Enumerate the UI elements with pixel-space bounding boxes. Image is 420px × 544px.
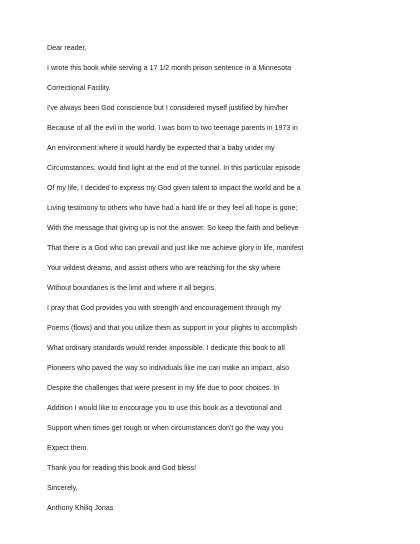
letter-line-6: Circumstances, would find light at the end of the tunnel. In this particular episode <box>47 164 301 172</box>
letter-line-10: That there is a God who can prevail and just like me achieve glory in life, manifest <box>47 244 304 252</box>
letter-line-9: With the message that giving up is not the answer. So keep the faith and believe <box>47 224 299 232</box>
letter-line-12: Without boundaries is the limit and where it all begins. <box>47 284 217 292</box>
letter-greeting: Dear reader, <box>47 44 87 52</box>
letter-line-4: Because of all the evil in the world. I was born to two teenage parents in 1973 in <box>47 124 298 132</box>
letter-line-19: Support when times get rough or when circumstances don't go the way you <box>47 424 283 432</box>
letter-line-1: I wrote this book while serving a 17 1/2 month prison sentence in a Minnesota <box>47 64 292 72</box>
letter-line-18: Addition I would like to encourage you to use this book as a devotional and <box>47 404 282 412</box>
letter-line-17: Despite the challenges that were present in my life due to poor choices. In <box>47 384 280 392</box>
letter-line-21: Thank you for reading this book and God bless! <box>47 464 197 472</box>
letter-line-15: What ordinary standards would render impossible. I dedicate this book to all <box>47 344 285 352</box>
letter-line-14: Poems (flows) and that you utilize them as support in your plights to accomplish <box>47 324 297 332</box>
letter-line-2: Correctional Facility. <box>47 84 111 92</box>
letter-line-16: Pioneers who paved the way so individuals like me can make an impact, also <box>47 364 290 372</box>
letter-line-20: Expect them. <box>47 444 89 452</box>
letter-line-5: An environment where it would hardly be expected that a baby under my <box>47 144 275 152</box>
letter-line-3: I've always been God conscience but I considered myself justified by him/her <box>47 104 289 112</box>
letter-line-13: I pray that God provides you with strength and encouragement through my <box>47 304 281 312</box>
letter-line-11: Your wildest dreams, and assist others who are reaching for the sky where <box>47 264 281 272</box>
letter-line-7: Of my life, I decided to express my God given talent to impact the world and be a <box>47 184 301 192</box>
letter-line-8: Living testimony to others who have had a hard life or they feel all hope is gone; <box>47 204 298 212</box>
letter-closing: Sincerely, <box>47 484 78 492</box>
letter-signature: Anthony Khiliq Jonas <box>47 504 114 512</box>
